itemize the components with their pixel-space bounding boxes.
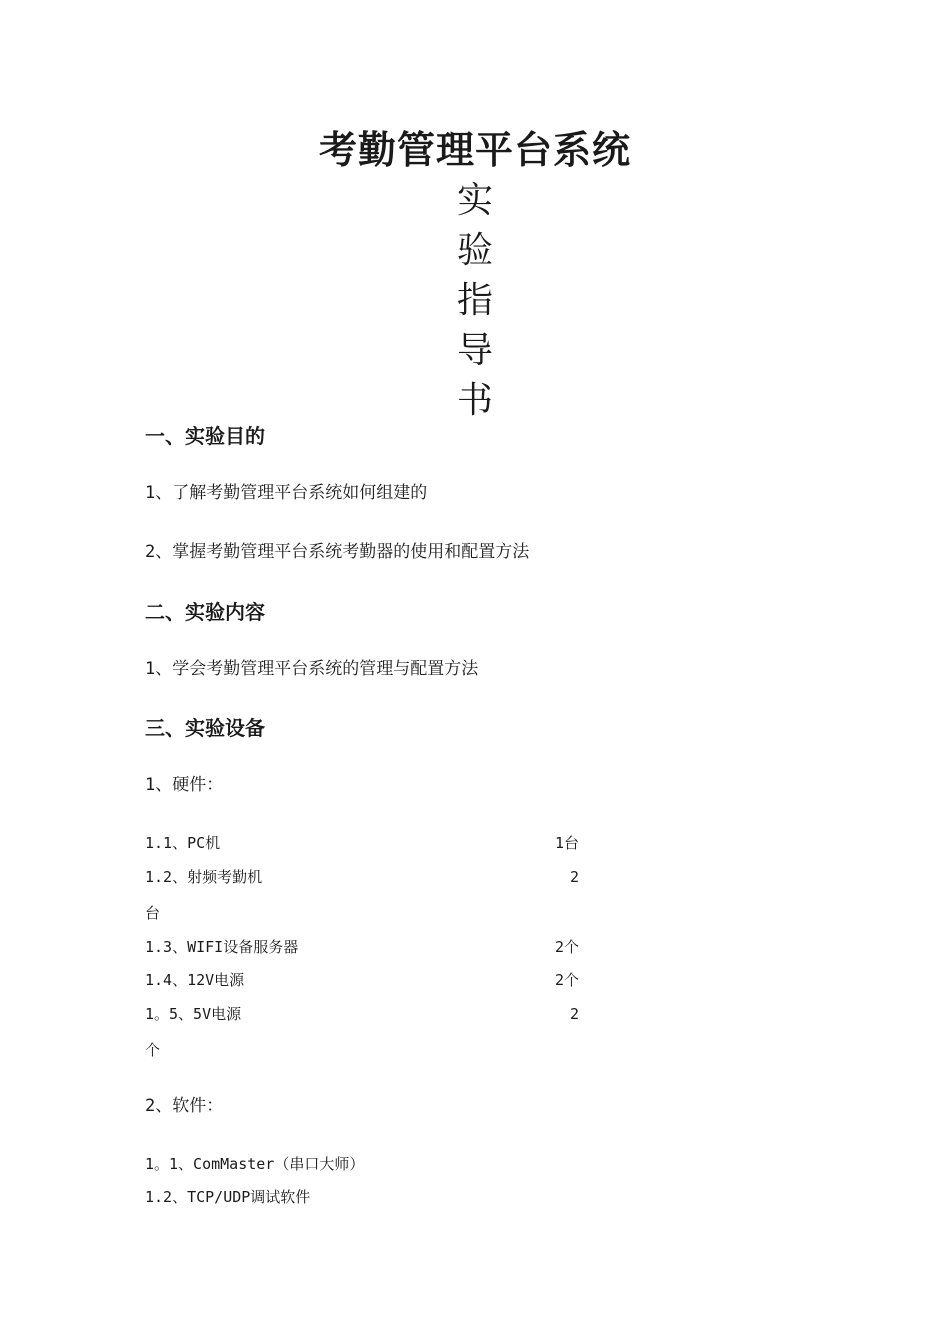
hardware-qty: 2个 — [554, 971, 579, 989]
hardware-row — [145, 936, 579, 958]
hardware-name: 1.2、射频考勤机 — [145, 868, 263, 886]
subtitle-char: 验 — [456, 230, 493, 271]
hardware-row — [145, 832, 579, 854]
hardware-qty: 2 — [569, 868, 579, 886]
hardware-qty-wrap: 台 — [145, 904, 161, 922]
hardware-name: 1。5、5V电源 — [145, 1005, 242, 1023]
hardware-qty-wrap: 个 — [145, 1041, 161, 1059]
subtitle-char: 导 — [456, 330, 493, 371]
hardware-qty: 2 — [569, 1005, 579, 1023]
section-heading-equipment: 三、实验设备 — [145, 716, 265, 740]
hardware-qty: 2个 — [554, 938, 579, 956]
subtitle-char: 书 — [456, 380, 493, 421]
section-heading-purpose: 一、实验目的 — [145, 424, 265, 448]
software-item: 1.2、TCP/UDP调试软件 — [145, 1188, 311, 1206]
content-item: 1、学会考勤管理平台系统的管理与配置方法 — [145, 659, 479, 679]
document-title: 考勤管理平台系统 — [318, 127, 631, 172]
purpose-item: 2、掌握考勤管理平台系统考勤器的使用和配置方法 — [145, 542, 530, 562]
software-item: 1。1、ComMaster（串口大师） — [145, 1155, 365, 1173]
hardware-name: 1.4、12V电源 — [145, 971, 245, 989]
hardware-row — [145, 969, 579, 991]
purpose-item: 1、了解考勤管理平台系统如何组建的 — [145, 483, 428, 503]
software-label: 2、软件： — [145, 1096, 224, 1116]
subtitle-char: 指 — [456, 280, 493, 321]
hardware-name: 1.1、PC机 — [145, 834, 221, 852]
hardware-qty: 1台 — [554, 834, 579, 852]
hardware-label: 1、硬件： — [145, 775, 224, 795]
hardware-name: 1.3、WIFI设备服务器 — [145, 938, 299, 956]
section-heading-content: 二、实验内容 — [145, 600, 265, 624]
hardware-row — [145, 866, 579, 888]
subtitle-char: 实 — [456, 180, 493, 221]
hardware-row — [145, 1003, 579, 1025]
